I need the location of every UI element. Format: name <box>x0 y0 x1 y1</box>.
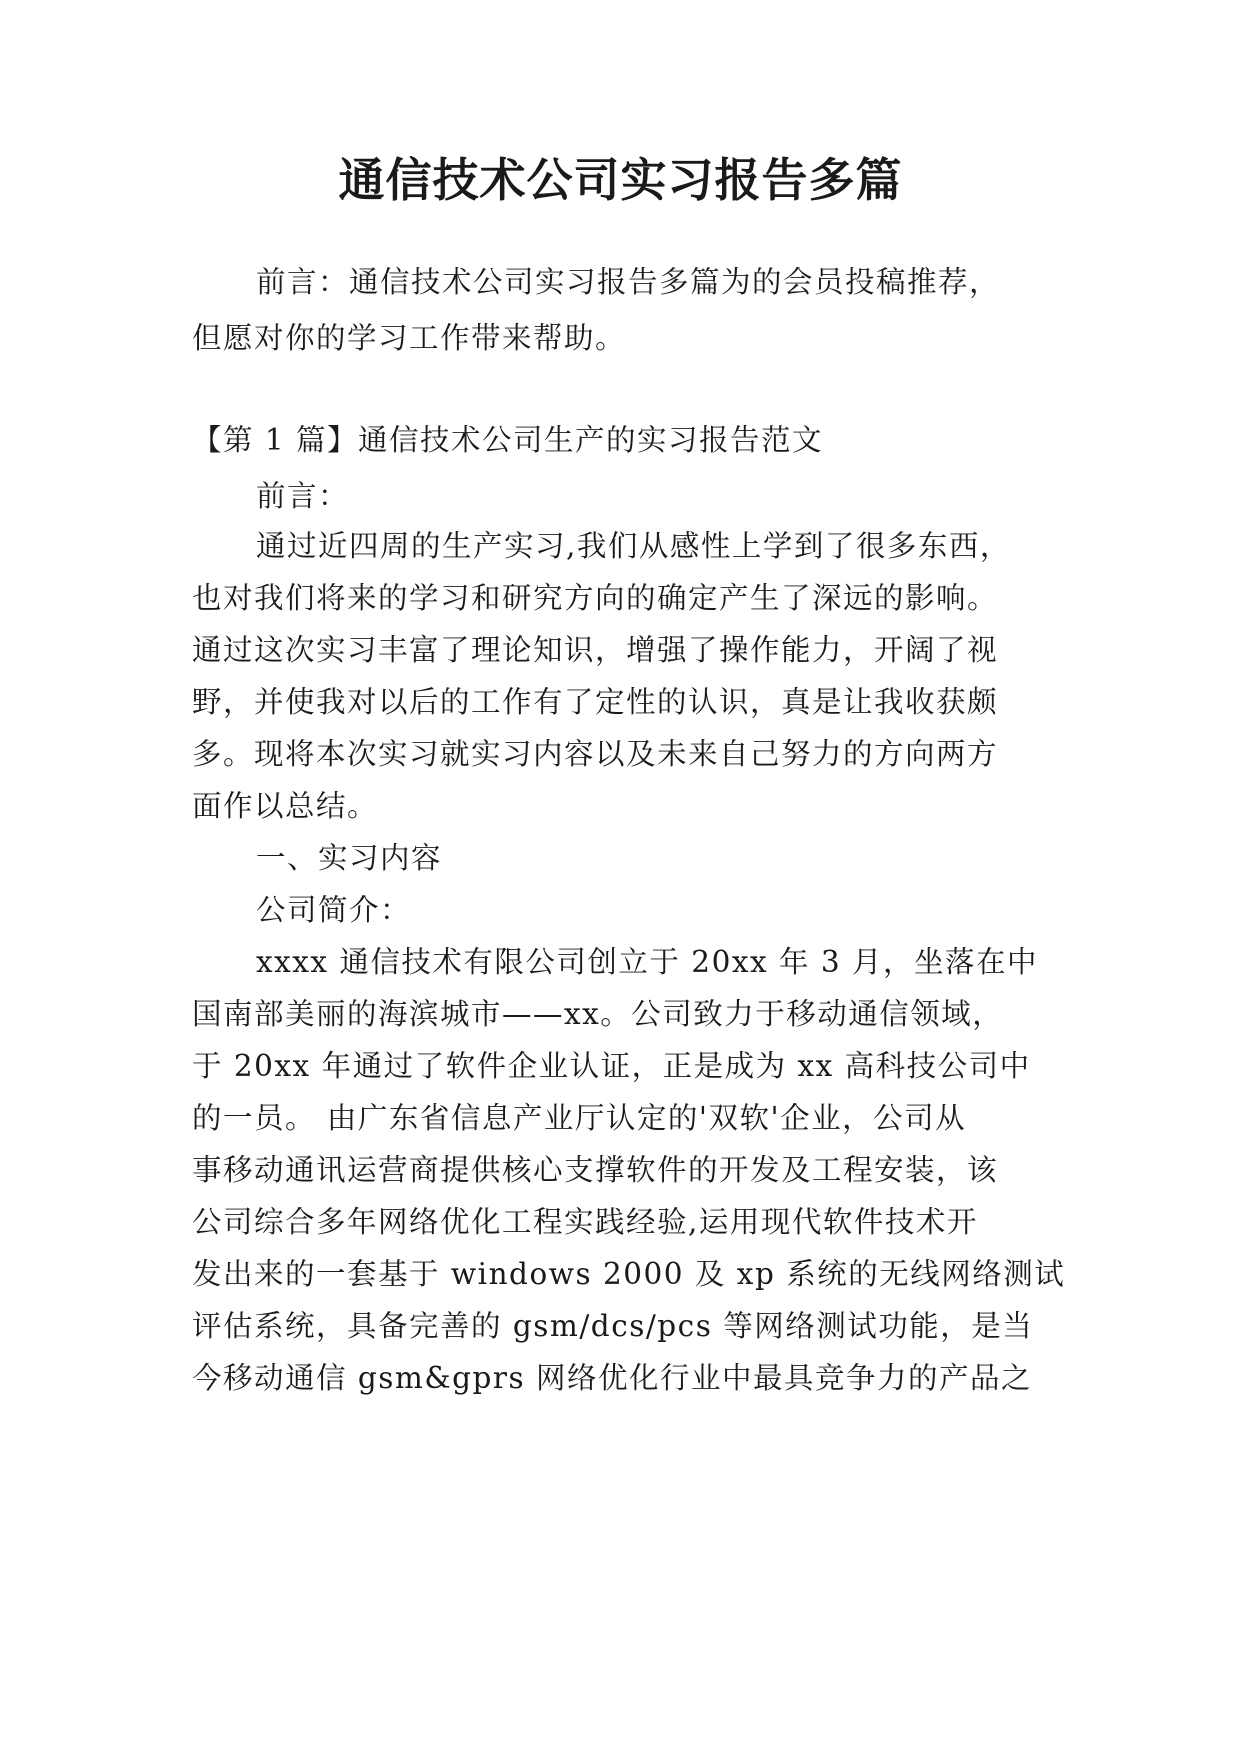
paragraph-line: 公司综合多年网络优化工程实践经验,运用现代软件技术开 <box>192 1205 978 1239</box>
paragraph-line: 野，并使我对以后的工作有了定性的认识，真是让我收获颇 <box>192 685 999 719</box>
company-intro-label: 公司简介： <box>256 893 412 927</box>
preface-line-2: 但愿对你的学习工作带来帮助。 <box>192 321 627 355</box>
foreword-label: 前言： <box>256 479 350 513</box>
paragraph-line: 评估系统，具备完善的 gsm/dcs/pcs 等网络测试功能，是当 <box>192 1309 1034 1343</box>
section-heading-1: 【第 1 篇】通信技术公司生产的实习报告范文 <box>192 423 824 457</box>
paragraph-line: 发出来的一套基于 windows 2000 及 xp 系统的无线网络测试 <box>192 1257 1066 1291</box>
preface-line-1: 前言：通信技术公司实习报告多篇为的会员投稿推荐， <box>256 265 1001 299</box>
paragraph-line: xxxx 通信技术有限公司创立于 20xx 年 3 月，坐落在中 <box>256 945 1039 979</box>
paragraph-line: 面作以总结。 <box>192 789 379 823</box>
paragraph-line: 今移动通信 gsm&gprs 网络优化行业中最具竞争力的产品之 <box>192 1361 1033 1395</box>
paragraph-line: 通过这次实习丰富了理论知识，增强了操作能力，开阔了视 <box>192 633 999 667</box>
paragraph-line: 于 20xx 年通过了软件企业认证，正是成为 xx 高科技公司中 <box>192 1049 1031 1083</box>
paragraph-line: 多。现将本次实习就实习内容以及未来自己努力的方向两方 <box>192 737 999 771</box>
paragraph-line: 也对我们将来的学习和研究方向的确定产生了深远的影响。 <box>192 581 999 615</box>
paragraph-line: 事移动通讯运营商提供核心支撑软件的开发及工程安装，该 <box>192 1153 999 1187</box>
subsection-heading: 一、实习内容 <box>256 841 443 875</box>
paragraph-line: 的一员。 由广东省信息产业厅认定的'双软'企业，公司从 <box>192 1101 967 1135</box>
paragraph-line: 通过近四周的生产实习,我们从感性上学到了很多东西， <box>256 529 1011 563</box>
document-title: 通信技术公司实习报告多篇 <box>338 153 903 207</box>
paragraph-line: 国南部美丽的海滨城市——xx。公司致力于移动通信领域， <box>192 997 1004 1031</box>
